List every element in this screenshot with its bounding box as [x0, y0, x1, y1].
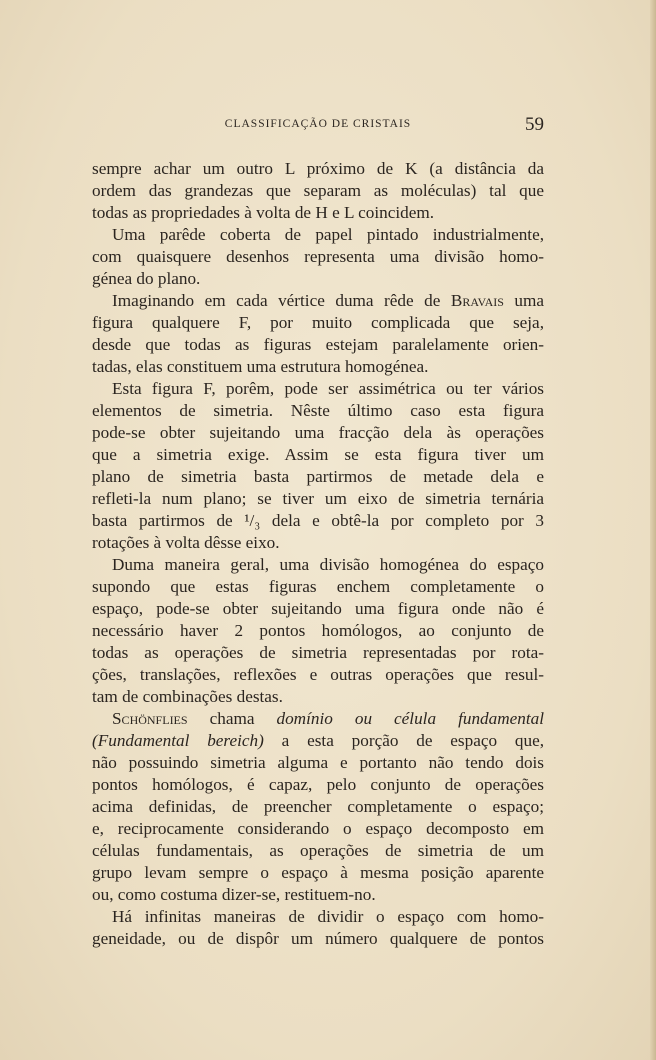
text-line: supondo que estas figuras enchem completamente o — [92, 577, 544, 596]
text-line: rotações à volta dêsse eixo. — [92, 533, 280, 552]
text-line: ordem das grandezas que separam as moléculas) tal que — [92, 181, 544, 200]
text-line: Há infinitas maneiras de dividir o espaço com homo- — [112, 907, 544, 926]
text-line: necessário haver 2 pontos homólogos, ao conjunto de — [92, 621, 544, 640]
text-line: com quaisquere desenhos representa uma divisão homo- — [92, 247, 544, 266]
text-line: espaço, pode-se obter sujeitando uma figura onde não é — [92, 599, 544, 618]
text-line: geneidade, ou de dispôr um número qualquere de pontos — [92, 929, 544, 948]
text-segment: basta partirmos de — [92, 511, 245, 530]
italic-term: (Fundamental bereich) — [92, 731, 264, 750]
page-number: 59 — [525, 114, 544, 135]
running-title: CLASSIFICAÇÃO DE CRISTAIS — [224, 118, 412, 130]
text-line: Duma maneira geral, uma divisão homogénea do espaço — [112, 555, 544, 574]
text-line: sempre achar um outro L próximo de K (a distância da — [92, 159, 544, 178]
text-line: Esta figura F, porêm, pode ser assimétrica ou ter vários — [112, 379, 544, 398]
text-line: tam de combinações destas. — [92, 687, 283, 706]
text-line: todas as operações de simetria representadas por rota- — [92, 643, 544, 662]
text-line — [92, 510, 544, 532]
text-line: génea do plano. — [92, 269, 201, 288]
text-line: acima definidas, de preencher completamente o espaço; — [92, 797, 544, 816]
text-segment: a esta porção de espaço que, — [263, 731, 544, 750]
page-header — [92, 114, 544, 138]
text-line: ções, translações, reflexões e outras operações que resul- — [92, 665, 544, 684]
text-line: elementos de simetria. Nêste último caso esta figura — [92, 401, 544, 420]
text-segment: dela e obtê-la por completo por 3 — [260, 511, 544, 530]
text-line: tadas, elas constituem uma estrutura homogénea. — [92, 357, 429, 376]
italic-term: domínio ou célula fundamental — [276, 709, 544, 728]
text-line: células fundamentais, as operações de simetria de um — [92, 841, 544, 860]
text-line: pode-se obter sujeitando uma fracção dela às operações — [92, 423, 544, 442]
text-line: ou, como costuma dizer-se, restituem-no. — [92, 885, 376, 904]
text-segment: chama — [187, 709, 277, 728]
text-line: pontos homólogos, é capaz, pelo conjunto de operações — [92, 775, 544, 794]
text-line: desde que todas as figuras estejam paralelamente orien- — [92, 335, 544, 354]
text-line: figura qualquere F, por muito complicada que seja, — [92, 313, 544, 332]
text-segment: uma — [503, 291, 545, 310]
text-line: plano de simetria basta partirmos de metade dela e — [92, 467, 544, 486]
text-line: não possuindo simetria alguma e portanto não tendo dois — [92, 753, 544, 772]
body-text — [92, 158, 544, 950]
text-line — [92, 730, 544, 752]
text-segment: ¹/₃ — [244, 511, 261, 530]
text-line — [92, 708, 544, 730]
text-line: que a simetria exige. Assim se esta figura tiver um — [92, 445, 544, 464]
text-line — [92, 290, 544, 312]
small-caps-name: Bravais — [450, 291, 504, 310]
text-line: grupo levam sempre o espaço à mesma posição aparente — [92, 863, 544, 882]
text-line: todas as propriedades à volta de H e L coincidem. — [92, 203, 435, 222]
text-line: e, reciprocamente considerando o espaço decomposto em — [92, 819, 544, 838]
text-line: Uma parêde coberta de papel pintado industrialmente, — [112, 225, 544, 244]
small-caps-name: Schönflies — [112, 709, 188, 728]
text-line: refleti-la num plano; se tiver um eixo de simetria ternária — [92, 489, 544, 508]
text-segment: Imaginando em cada vértice duma rêde de — [112, 291, 451, 310]
page-edge — [650, 0, 656, 1060]
